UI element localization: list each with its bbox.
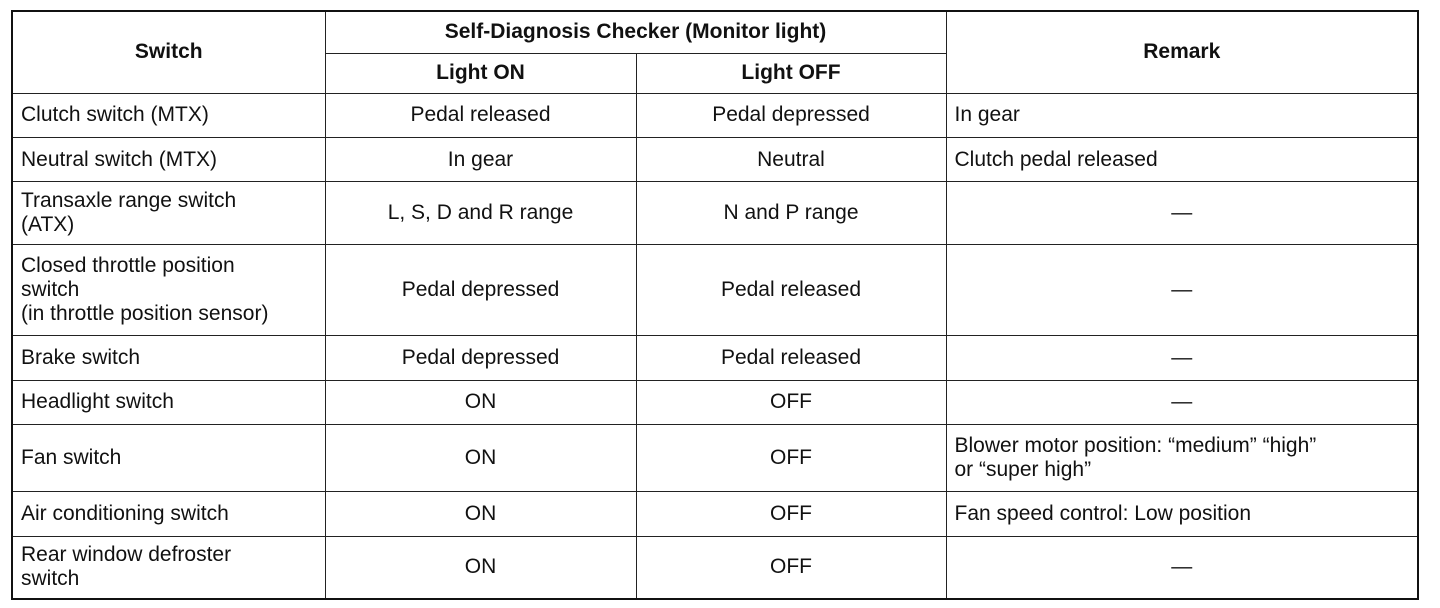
remark-text: — xyxy=(1171,345,1193,369)
light-off-cell xyxy=(636,425,946,492)
light-on-cell xyxy=(325,380,636,424)
light-off-cell xyxy=(636,182,946,245)
header-light-on: Light ON xyxy=(325,53,636,93)
header-switch: Switch xyxy=(12,11,325,93)
table-row xyxy=(12,245,1418,336)
switch-text: Clutch switch (MTX) xyxy=(21,103,209,127)
switch-text: (in throttle position sensor) xyxy=(21,302,269,326)
table-row xyxy=(12,93,1418,137)
table-header xyxy=(12,11,1418,93)
light-on-text: ON xyxy=(464,446,497,470)
remark-cell xyxy=(946,380,1418,424)
switch-cell xyxy=(12,182,325,245)
light-off-cell xyxy=(636,536,946,599)
light-on-text: In gear xyxy=(447,147,514,171)
table-row xyxy=(12,137,1418,181)
switch-cell xyxy=(12,425,325,492)
remark-cell xyxy=(946,336,1418,380)
light-off-cell xyxy=(636,93,946,137)
light-on-cell xyxy=(325,336,636,380)
light-off-text: OFF xyxy=(770,446,812,470)
remark-text: — xyxy=(1171,278,1193,302)
remark-text: — xyxy=(1171,201,1193,225)
remark-text: In gear xyxy=(954,103,1020,127)
switch-cell xyxy=(12,93,325,137)
switch-text: Brake switch xyxy=(21,345,141,369)
switch-text: Air conditioning switch xyxy=(21,501,229,525)
remark-cell xyxy=(946,137,1418,181)
light-off-cell xyxy=(636,137,946,181)
switch-text: Closed throttle position xyxy=(21,254,235,278)
light-on-text: Pedal depressed xyxy=(401,278,560,302)
table-row xyxy=(12,425,1418,492)
light-off-cell xyxy=(636,245,946,336)
switch-cell xyxy=(12,536,325,599)
remark-cell xyxy=(946,245,1418,336)
table-row xyxy=(12,182,1418,245)
light-on-text: Pedal released xyxy=(410,103,551,127)
light-on-text: Pedal depressed xyxy=(401,345,560,369)
light-off-text: Pedal depressed xyxy=(712,103,870,127)
switch-cell xyxy=(12,245,325,336)
light-off-text: Neutral xyxy=(757,147,825,171)
switch-cell xyxy=(12,137,325,181)
switch-text: Rear window defroster xyxy=(21,543,232,567)
light-off-text: OFF xyxy=(770,501,812,525)
light-off-text: OFF xyxy=(770,390,812,414)
switch-text: Headlight switch xyxy=(21,390,174,414)
remark-cell xyxy=(946,182,1418,245)
switch-text: switch xyxy=(21,278,80,302)
light-on-cell xyxy=(325,182,636,245)
switch-text: Fan switch xyxy=(21,446,122,470)
header-remark: Remark xyxy=(946,11,1418,93)
light-on-cell xyxy=(325,425,636,492)
light-off-text: OFF xyxy=(770,555,812,579)
light-on-cell xyxy=(325,536,636,599)
switch-text: Neutral switch (MTX) xyxy=(21,147,218,171)
switch-text: (ATX) xyxy=(21,213,75,237)
header-self-diagnosis-checker: Self-Diagnosis Checker (Monitor light) xyxy=(325,11,946,53)
remark-cell xyxy=(946,536,1418,599)
light-on-cell xyxy=(325,137,636,181)
remark-cell xyxy=(946,425,1418,492)
table-row xyxy=(12,492,1418,536)
light-on-text: L, S, D and R range xyxy=(387,201,574,225)
table-row xyxy=(12,380,1418,424)
light-off-cell xyxy=(636,336,946,380)
light-on-text: ON xyxy=(464,555,497,579)
remark-cell xyxy=(946,93,1418,137)
switch-cell xyxy=(12,380,325,424)
remark-text: Clutch pedal released xyxy=(954,147,1158,171)
light-on-cell xyxy=(325,245,636,336)
light-off-text: Pedal released xyxy=(720,345,862,369)
light-on-text: ON xyxy=(464,501,497,525)
table-body xyxy=(12,93,1418,599)
remark-text: — xyxy=(1171,555,1193,579)
switch-text: switch xyxy=(21,567,80,591)
light-off-text: N and P range xyxy=(723,201,859,225)
light-off-cell xyxy=(636,380,946,424)
header-light-off: Light OFF xyxy=(636,53,946,93)
light-on-cell xyxy=(325,93,636,137)
switch-cell xyxy=(12,336,325,380)
light-on-text: ON xyxy=(464,390,497,414)
table-row xyxy=(12,336,1418,380)
remark-cell xyxy=(946,492,1418,536)
remark-text: or “super high” xyxy=(954,458,1092,482)
remark-text: Fan speed control: Low position xyxy=(954,501,1252,525)
remark-text: — xyxy=(1171,390,1193,414)
diagnosis-table xyxy=(11,10,1419,600)
table-row xyxy=(12,536,1418,599)
light-off-text: Pedal released xyxy=(720,278,862,302)
remark-text: Blower motor position: “medium” “high” xyxy=(954,434,1317,458)
light-off-cell xyxy=(636,492,946,536)
switch-text: Transaxle range switch xyxy=(21,189,237,213)
light-on-cell xyxy=(325,492,636,536)
switch-cell xyxy=(12,492,325,536)
